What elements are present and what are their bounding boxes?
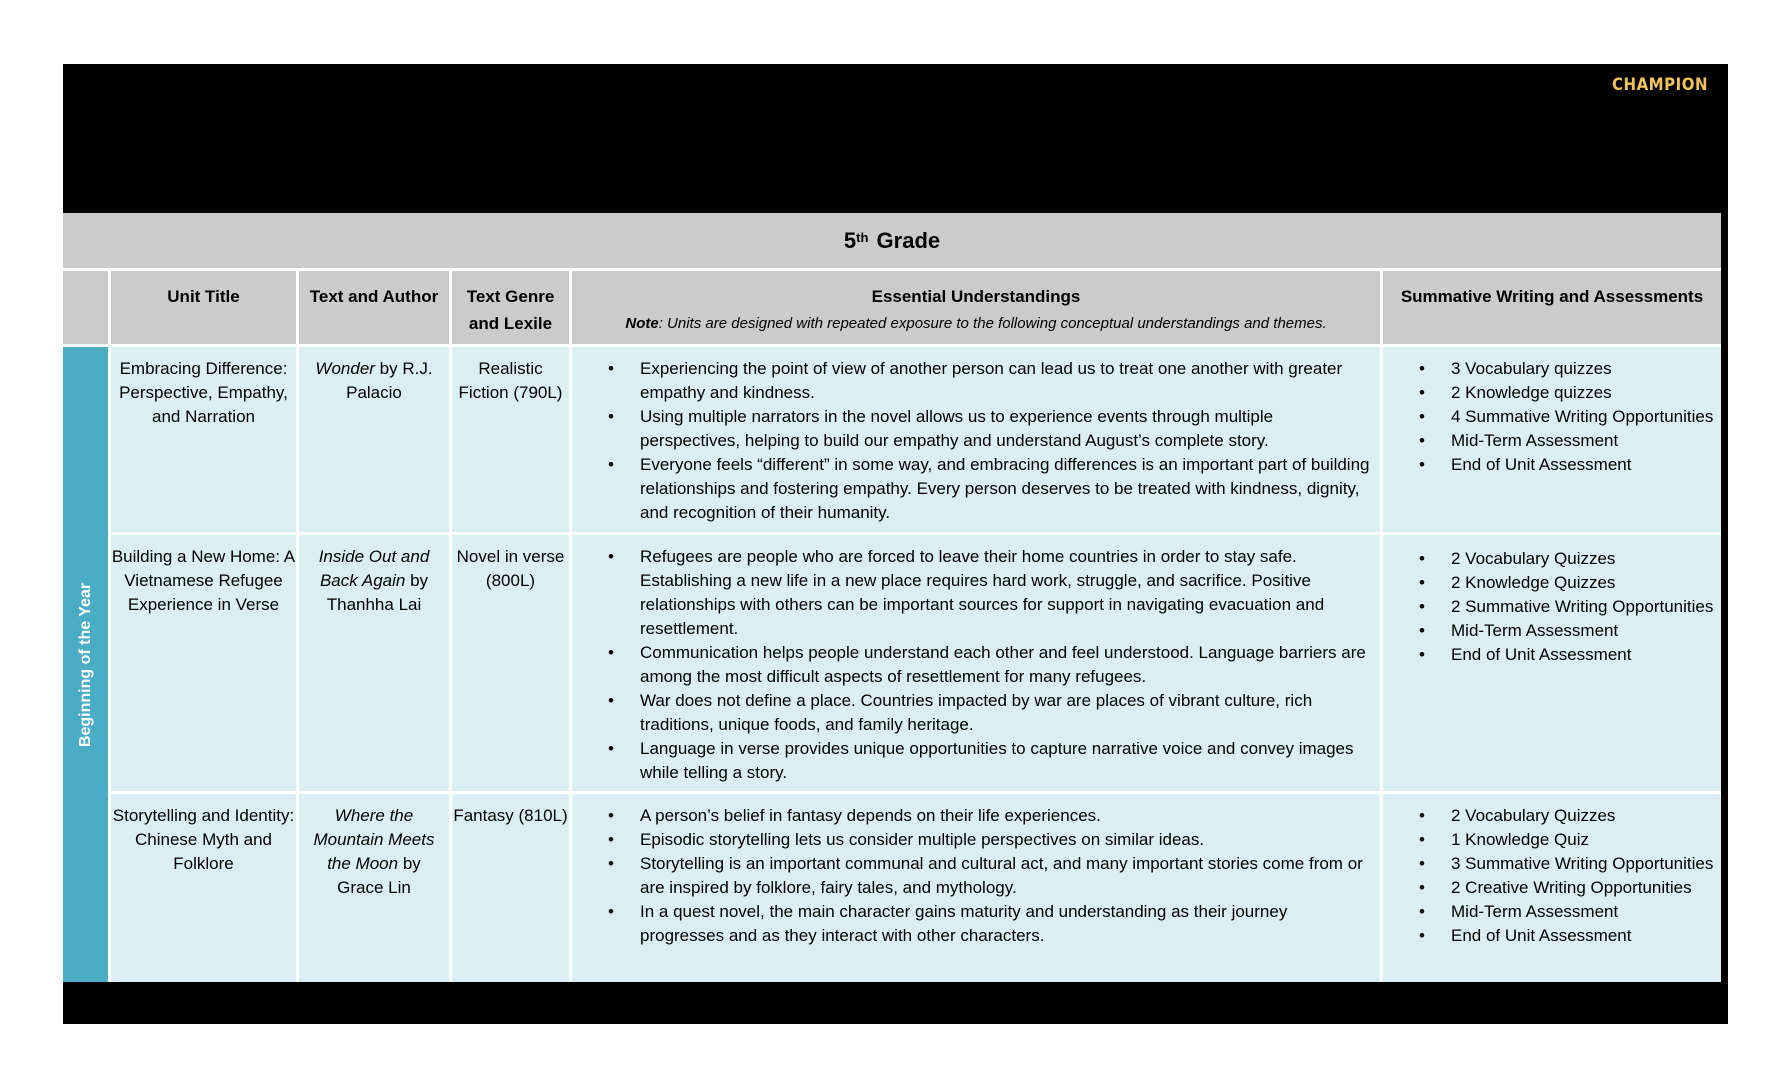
side-band [63,347,108,982]
grade-number: 5 [843,227,857,253]
list-item: • End of Unit Assessment [1419,924,1717,948]
row2-genre: Novel in verse (800L) [452,535,569,791]
row2-text-title: Inside Out and Back Again [318,547,430,590]
header-eu-label: Essential Understandings [871,287,1081,306]
header-blank [63,271,108,344]
brand-logo: CHAMPION [1612,73,1708,95]
list-item: • Storytelling is an important communal and cultural act, and many important stories come from or are inspired by folklore, fairy tales, and mythology. [608,852,1372,900]
list-item: • 2 Vocabulary Quizzes [1419,804,1717,828]
grade-word: Grade [876,227,941,253]
row3-essential-understandings [572,794,1380,982]
list-item: • End of Unit Assessment [1419,643,1717,667]
list-item: • Experiencing the point of view of another person can lead us to treat one another with greater empathy and kindness. [608,357,1372,405]
row2-author: by Thanhha Lai [326,571,429,614]
header-text-author: Text and Author [299,271,449,344]
list-item: • Communication helps people understand each other and feel understood. Language barriers are among the most difficult aspects of resettlement for many refugees. [608,641,1372,689]
header-essential-understandings [572,271,1380,344]
side-label: Beginning of the Year [76,582,94,747]
list-item: • Episodic storytelling lets us consider multiple perspectives on similar ideas. [608,828,1372,852]
header-unit-title: Unit Title [111,271,296,344]
list-item: • Mid-Term Assessment [1419,429,1717,453]
list-item: • Using multiple narrators in the novel allows us to experience events through multiple perspectives, helping to build our empathy and understand August’s complete story. [608,405,1372,453]
grade-suffix: th [856,230,869,245]
list-item: • Mid-Term Assessment [1419,900,1717,924]
list-item: • Everyone feels “different” in some way, and embracing differences is an important part of building relationships and fostering empathy. Every person deserves to be treated with kindness, dignity, and recognition of their humanity. [608,453,1372,525]
list-item: • 2 Knowledge quizzes [1419,381,1717,405]
curriculum-table [63,213,1721,982]
row3-summative [1383,794,1721,982]
note-text: : Units are designed with repeated exposure to the following conceptual understandings and themes. [658,315,1327,332]
row1-author: by R.J. Palacio [346,359,433,402]
row1-summative [1383,347,1721,532]
row1-text-title: Wonder [315,359,375,378]
list-item: • 1 Knowledge Quiz [1419,828,1717,852]
row1-essential-understandings [572,347,1380,532]
row2-text-author [299,535,449,791]
row2-summative [1383,535,1721,791]
header-genre: Text Genre and Lexile [452,271,569,344]
list-item: • War does not define a place. Countries impacted by war are places of vibrant culture, rich traditions, unique foods, and family heritage. [608,689,1372,737]
row1-text-author [299,347,449,532]
list-item: • 2 Knowledge Quizzes [1419,571,1717,595]
header-summative: Summative Writing and Assessments [1383,271,1721,344]
list-item: • 4 Summative Writing Opportunities [1419,405,1717,429]
list-item: • 3 Summative Writing Opportunities [1419,852,1717,876]
row3-genre: Fantasy (810L) [452,794,569,982]
list-item: • 2 Vocabulary Quizzes [1419,547,1717,571]
row3-text-author [299,794,449,982]
row1-unit-title: Embracing Difference: Perspective, Empathy, and Narration [111,347,296,532]
grade-title [63,213,1721,268]
row2-unit-title: Building a New Home: A Vietnamese Refugee Experience in Verse [111,535,296,791]
row2-essential-understandings [572,535,1380,791]
row1-genre: Realistic Fiction (790L) [452,347,569,532]
list-item: • A person’s belief in fantasy depends on their life experiences. [608,804,1372,828]
list-item: • Refugees are people who are forced to leave their home countries in order to stay safe. Establishing a new life in a new place requires hard work, struggle, and sacrifice. Positive relationships with others can be important sources for support in navigating evacuation and resettlement. [608,545,1372,641]
row3-author: by Grace Lin [337,854,421,897]
note-label: Note [625,315,659,332]
list-item: • Language in verse provides unique opportunities to capture narrative voice and convey images while telling a story. [608,737,1372,785]
header-note [572,310,1380,338]
list-item: • End of Unit Assessment [1419,453,1717,477]
row3-unit-title: Storytelling and Identity: Chinese Myth and Folklore [111,794,296,982]
row3-text-title: Where the Mountain Meets the Moon [313,806,435,873]
list-item: • 2 Summative Writing Opportunities [1419,595,1717,619]
list-item: • 2 Creative Writing Opportunities [1419,876,1717,900]
list-item: • Mid-Term Assessment [1419,619,1717,643]
list-item: • In a quest novel, the main character gains maturity and understanding as their journey progresses and as they interact with other characters. [608,900,1372,948]
list-item: • 3 Vocabulary quizzes [1419,357,1717,381]
